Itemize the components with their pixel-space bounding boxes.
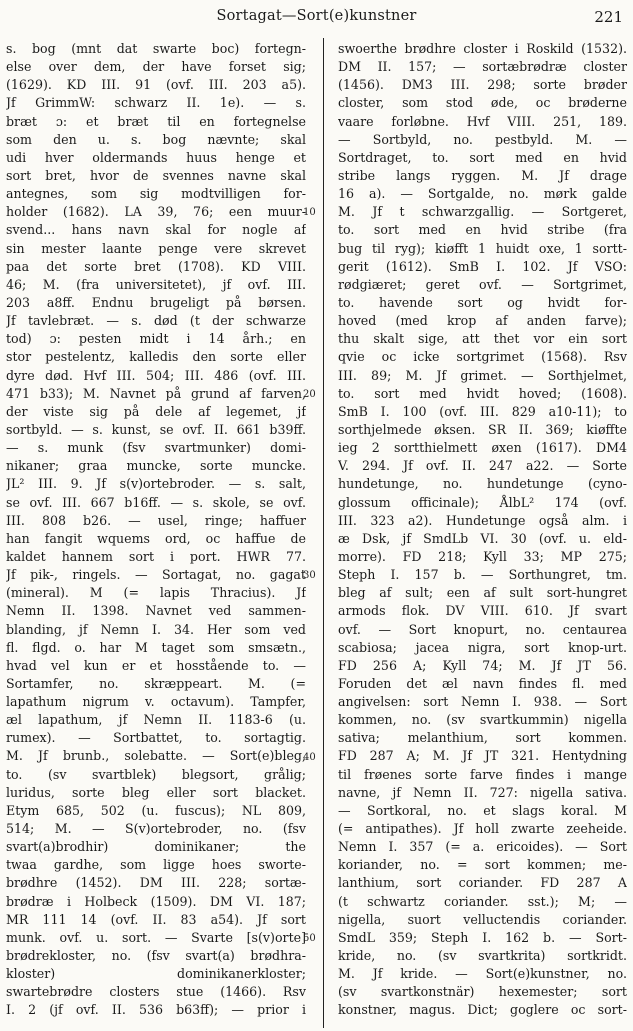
right-column-text-line: closter, som stod øde, oc brøderne [338,95,627,111]
left-column-text-line: kloster) dominikanerkloster; [6,966,306,982]
left-column-text-line: (mineral). M (= lapis Thracius). Jf [6,585,306,601]
left-column-text-line: Jf GrimmW: schwarz II. 1e). — s. [6,95,306,111]
left-column-text-line: 471 b33); M. Navnet på grund af farven, [6,385,306,401]
line-number: 10 [303,207,316,219]
right-column-text-line: (t schwartz coriander. sst.); M; — [338,893,627,909]
page-header [0,8,633,30]
right-column-text-line: hoved (med krop af anden farve); [338,313,627,329]
right-column-text-line: Steph I. 157 b. — Sorthungret, tm. [338,567,627,583]
left-column-text-line: tod) ɔ: pesten midt i 14 årh.; en [6,331,306,347]
right-column-text-line: sorthjelmede øksen. SR II. 369; kiøffte [338,421,627,437]
right-column-text-line: SmdL 359; Steph I. 162 b. — Sort- [338,929,627,945]
right-column-text-line: thu skalt sige, att thet vor ein sort [338,331,627,347]
right-column-text-line: armods flok. DV VIII. 610. Jf svart [338,603,627,619]
left-column-text-line: antegnes, som sig modtvilligen for- [6,186,306,202]
left-column-text-line: twaa gardhe, som ligge hoes sworte- [6,857,306,873]
left-column-text-line: lapathum nigrum v. octavum). Tampfer, [6,694,306,710]
left-column-text-line: fl. flgd. o. har M taget som smsætn., [6,639,306,655]
right-column-text-line: konstner, magus. Dict; goglere oc sort- [338,1002,627,1018]
left-column-text-line: dyre død. Hvf III. 504; III. 486 (ovf. III. [6,367,306,383]
right-column-text-line: 16 a). — Sortgalde, no. mørk galde [338,186,627,202]
right-column-text-line: morre). FD 218; Kyll 33; MP 275; [338,548,627,564]
right-column-text-line: III. 89; M. Jf grimet. — Sorthjelmet, [338,367,627,383]
running-title: Sortagat—Sort(e)kunstner [216,8,417,24]
left-column-text-line: brødrekloster, no. (fsv svart(a) brødhra- [6,948,306,964]
right-column-text-line: navne, jf Nemn II. 727: nigella sativa. [338,784,627,800]
right-column-text-line: angivelsen: sort Nemn I. 938. — Sort [338,694,627,710]
right-column-text-line: — Sortbyld, no. pestbyld. M. — [338,131,627,147]
left-column-text-line: svart(a)brodhir) dominikaner; the [6,839,306,855]
right-column-text-line: V. 294. Jf ovf. II. 247 a22. — Sorte [338,458,627,474]
left-column-text-line: nikaner; graa muncke, sorte muncke. [6,458,306,474]
right-column-text-line: to. havende sort og hvidt for- [338,294,627,310]
left-column-text-line: 46; M. (fra universitetet), jf ovf. III. [6,276,306,292]
left-column-text-line: paa det sorte bret (1708). KD VIII. [6,258,306,274]
right-column-text-line: ovf. — Sort knopurt, no. centaurea [338,621,627,637]
right-column-text-line: Sortdraget, to. sort med en hvid [338,149,627,165]
left-column-text-line: brødhre (1452). DM III. 228; sortæ- [6,875,306,891]
left-column-text-line: s. bog (mnt dat swarte boc) fortegn- [6,41,306,56]
left-column-text-line: luridus, sorte bleg eller sort blacket. [6,784,306,800]
right-column-text-line: to. sort med en hvid stribe (fra [338,222,627,238]
right-column-text-line: (sv svartkonstnär) hexemester; sort [338,984,627,1000]
left-column-text-line: I. 2 (jf ovf. II. 536 b63ff); — prior i [6,1002,306,1018]
left-column-text-line: æl lapathum, jf Nemn II. 1183-6 (u. [6,712,306,728]
left-column-text-line: svend... hans navn skal for nogle af [6,222,306,238]
left-column-text-line: 514; M. — S(v)ortebroder, no. (fsv [6,821,306,837]
right-column-text-line: DM II. 157; — sortæbrødræ closter [338,59,627,75]
right-column-text-line: Foruden det æl navn findes fl. med [338,675,627,691]
right-column-text-line: III. 323 a2). Hundetunge også alm. i [338,512,627,528]
left-column-text-line: se ovf. III. 667 b16ff. — s. skole, se ovf. [6,494,306,510]
right-column-text-line: stribe langs ryggen. M. Jf drage [338,167,627,183]
left-column-text-line: swartebrødre closters stue (1466). Rsv [6,984,306,1000]
right-column-text-line: nigella, suort velluctendis coriander. [338,911,627,927]
left-column-text-line: 203 a8ff. Endnu brugeligt på børsen. [6,294,306,310]
left-column-text-line: Sortamfer, no. skræppeart. M. (= [6,675,306,691]
right-column [338,40,627,1020]
right-column-text-line: (1456). DM3 III. 298; sorte brøder [338,77,627,93]
right-column-text-line: rødgiæret; geret ovf. — Sortgrimet, [338,276,627,292]
right-column-text-line: glossum officinale); ÅlbL² 174 (ovf. [338,494,627,510]
line-number: 50 [303,933,316,945]
column-divider [323,38,324,1028]
left-column-text-line: brødræ i Holbeck (1509). DM VI. 187; [6,893,306,909]
left-column-text-line: — s. munk (fsv svartmunker) domi- [6,440,306,456]
left-column [6,40,306,1020]
left-column-text-line: Jf pik-, ringels. — Sortagat, no. gagat [6,567,306,583]
right-column-text-line: hundetunge, no. hundetunge (cyno- [338,476,627,492]
left-column-text-line: stor pestelentz, kalledis den sorte eller [6,349,306,365]
page-number: 221 [594,8,623,26]
right-column-text-line: (= antipathes). Jf holl zwarte zeeheide. [338,821,627,837]
left-column-text-line: M. Jf brunb., solebatte. — Sort(e)bleg, [6,748,306,764]
right-column-text-line: SmB I. 100 (ovf. III. 829 a10-11); to [338,403,627,419]
line-number: 20 [303,388,316,400]
right-column-text-line: til frøenes sorte farve findes i mange [338,766,627,782]
left-column-text-line: der viste sig på dele af legemet, jf [6,403,306,419]
right-column-text-line: ieg 2 sortthielmett øxen (1617). DM4 [338,440,627,456]
right-column-text-line: kommen, no. (sv svartkummin) nigella [338,712,627,728]
left-column-text-line: udi hver oldermands huus henge et [6,149,306,165]
left-column-text-line: hvad vel kun er et hosstående to. — [6,657,306,673]
left-column-text-line: JL² III. 9. Jf s(v)ortebroder. — s. salt, [6,476,306,492]
right-column-text-line: M. Jf t schwarzgallig. — Sortgeret, [338,204,627,220]
right-column-text-line: to. sort med hvidt hoved; (1608). [338,385,627,401]
left-column-text-line: III. 808 b26. — usel, ringe; haffuer [6,512,306,528]
right-column-text-line: scabiosa; jacea nigra, sort knop-urt. [338,639,627,655]
left-column-text-line: MR 111 14 (ovf. II. 83 a54). Jf sort [6,911,306,927]
left-column-text-line: Jf tavlebræt. — s. død (t der schwarze [6,313,306,329]
right-column-text-line: bug til ryg); kiøfft 1 huidt oxe, 1 sortt- [338,240,627,256]
left-column-text-line: som den u. s. bog nævnte; skal [6,131,306,147]
right-column-text-line: — Sortkoral, no. et slags koral. M [338,802,627,818]
left-column-text-line: to. (sv svartblek) blegsort, grålig; [6,766,306,782]
right-column-text-line: Nemn I. 357 (= a. ericoides). — Sort [338,839,627,855]
line-number: 30 [303,570,316,582]
right-column-text-line: swoerthe brødhre closter i Roskild (1532). [338,41,627,56]
left-column-text-line: bræt ɔ: et bræt til en fortegnelse [6,113,306,129]
left-column-text-line: munk. ovf. u. sort. — Svarte [s(v)orte] [6,929,306,945]
right-column-text-line: bleg af sult; een af sult sort-hungret [338,585,627,601]
left-column-text-line: kaldet hannem sort i port. HWR 77. [6,548,306,564]
right-column-text-line: FD 287 A; M. Jf JT 321. Hentydning [338,748,627,764]
left-column-text-line: holder (1682). LA 39, 76; een muur- [6,204,306,220]
right-column-text-line: lanthium, sort coriander. FD 287 A [338,875,627,891]
line-number: 40 [303,751,316,763]
left-column-text-line: sort bret, hvor de svennes navne skal [6,167,306,183]
right-column-text-line: æ Dsk, jf SmdLb VI. 30 (ovf. u. eld- [338,530,627,546]
left-column-text-line: blanding, jf Nemn I. 34. Her som ved [6,621,306,637]
right-column-text-line: vaare forløbne. Hvf VIII. 251, 189. [338,113,627,129]
right-column-text-line: FD 256 A; Kyll 74; M. Jf JT 56. [338,657,627,673]
right-column-text-line: sativa; melanthium, sort kommen. [338,730,627,746]
right-column-text-line: qvie oc icke sortgrimet (1568). Rsv [338,349,627,365]
right-column-text-line: M. Jf kride. — Sort(e)kunstner, no. [338,966,627,982]
left-column-text-line: else over dem, der have forset sig; [6,59,306,75]
right-column-text-line: kride, no. (sv svartkrita) sortkridt. [338,948,627,964]
left-column-text-line: Nemn II. 1398. Navnet ved sammen- [6,603,306,619]
left-column-text-line: sortbyld. — s. kunst, se ovf. II. 661 b39ff. [6,421,306,437]
right-column-text-line: gerit (1612). SmB I. 102. Jf VSO: [338,258,627,274]
right-column-text-line: koriander, no. = sort kommen; me- [338,857,627,873]
left-column-text-line: sin mester laante penge vere skrevet [6,240,306,256]
left-column-text-line: (1629). KD III. 91 (ovf. III. 203 a5). [6,77,306,93]
left-column-text-line: Etym 685, 502 (u. fuscus); NL 809, [6,802,306,818]
left-column-text-line: rumex). — Sortbattet, to. sortagtig. [6,730,306,746]
left-column-text-line: han fangit wquems ord, oc haffue de [6,530,306,546]
